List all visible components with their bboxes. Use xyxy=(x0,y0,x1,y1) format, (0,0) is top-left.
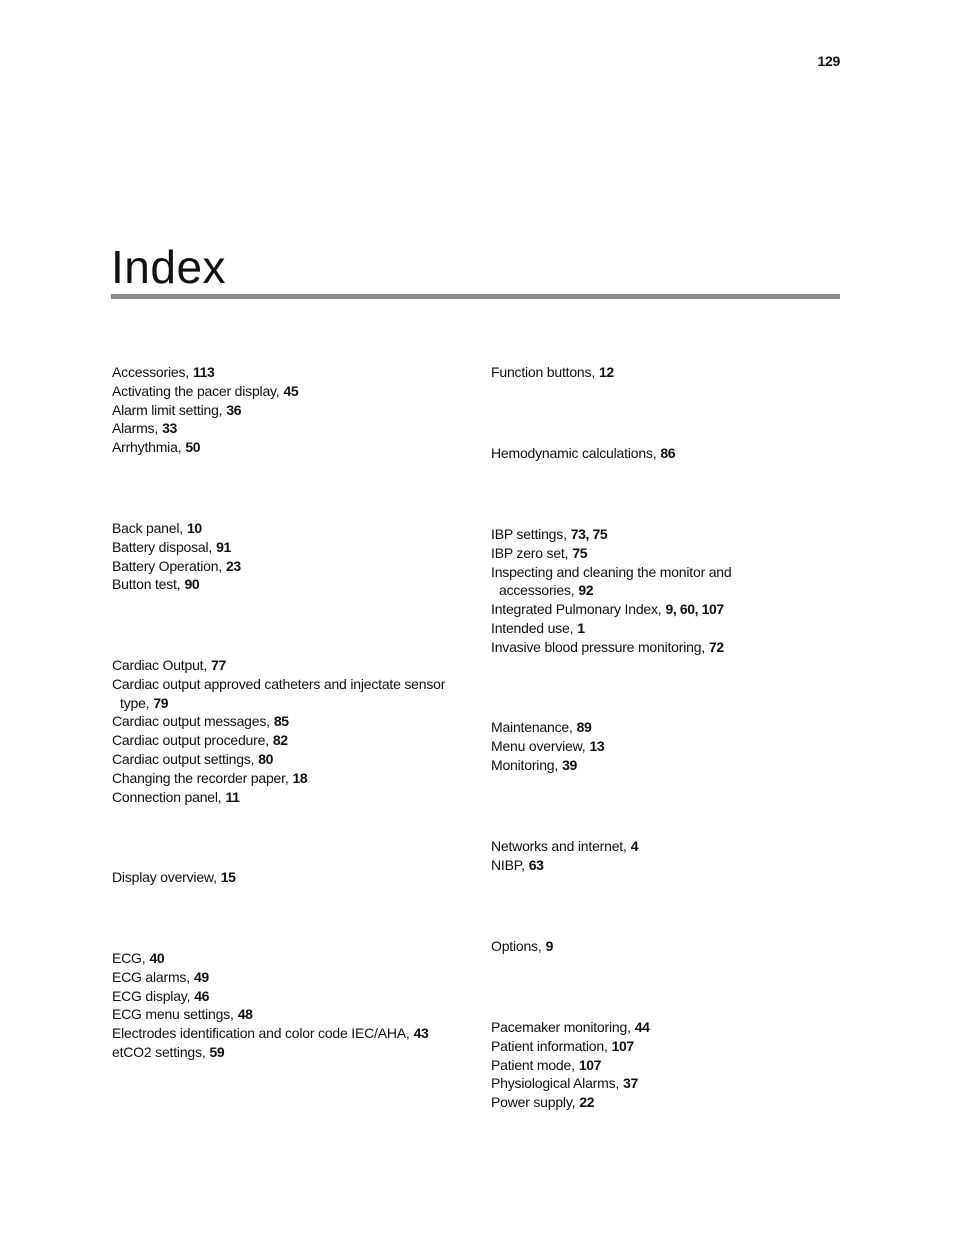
index-separator: , xyxy=(213,869,217,885)
index-page-ref[interactable]: 4 xyxy=(630,838,639,854)
index-entry xyxy=(112,1043,464,1062)
index-term: Invasive blood pressure monitoring xyxy=(491,638,702,655)
index-page-ref[interactable]: 22 xyxy=(579,1094,595,1111)
index-separator: , xyxy=(186,987,191,1004)
index-entry xyxy=(112,656,464,675)
index-term: Display overview xyxy=(112,869,214,885)
index-page-ref[interactable]: 15 xyxy=(220,869,236,885)
index-separator: , xyxy=(564,544,569,561)
index-term: IBP zero set xyxy=(491,544,565,561)
index-separator: , xyxy=(230,1006,234,1023)
index-term: ECG menu settings xyxy=(112,1006,230,1023)
index-term: Cardiac output approved catheters and injectate sensor type xyxy=(112,675,446,711)
index-term: Power supply xyxy=(491,1094,572,1111)
index-term: Battery Operation xyxy=(112,557,219,574)
index-separator: , xyxy=(652,445,657,461)
index-entry xyxy=(491,1093,753,1112)
index-separator: , xyxy=(657,601,662,618)
index-entry xyxy=(491,638,753,657)
index-term: Options xyxy=(491,938,538,954)
index-entry xyxy=(112,519,464,538)
index-term: Hemodynamic calculations xyxy=(491,445,653,461)
index-page-ref[interactable]: 45 xyxy=(283,382,299,399)
index-page-ref[interactable]: 80 xyxy=(258,750,274,767)
index-term: Function buttons xyxy=(491,364,592,380)
index-term: Integrated Pulmonary Index xyxy=(491,601,658,618)
index-separator: , xyxy=(275,382,280,399)
index-page-ref[interactable]: 33 xyxy=(162,420,177,437)
index-page-ref[interactable]: 43 xyxy=(413,1025,429,1042)
index-page-ref[interactable]: 92 xyxy=(578,582,594,599)
index-term: Back panel xyxy=(112,520,180,536)
index-separator: , xyxy=(284,769,289,786)
index-term: Alarms xyxy=(112,420,155,437)
index-page-ref[interactable]: 36 xyxy=(226,401,242,418)
index-group xyxy=(112,656,464,806)
index-term: Patient information xyxy=(491,1037,604,1054)
index-separator: , xyxy=(177,439,182,456)
index-page-ref[interactable]: 12 xyxy=(599,364,614,380)
index-term: Physiological Alarms xyxy=(491,1075,616,1092)
index-entry xyxy=(491,1074,753,1093)
index-term: Cardiac Output xyxy=(112,657,204,673)
index-entry xyxy=(112,419,464,438)
index-separator: , xyxy=(217,788,222,805)
index-separator: , xyxy=(208,538,213,555)
index-separator: , xyxy=(250,750,255,767)
index-separator: , xyxy=(563,526,567,542)
index-term: IBP settings xyxy=(491,526,564,542)
index-page-ref[interactable]: 39 xyxy=(562,756,577,773)
index-page-ref[interactable]: 75 xyxy=(572,544,588,561)
title-rule xyxy=(111,294,840,299)
index-term: Activating the pacer display xyxy=(112,382,276,399)
index-page-ref[interactable]: 9, 60, 107 xyxy=(665,601,724,618)
index-page-ref[interactable]: 18 xyxy=(292,769,308,786)
index-page-ref[interactable]: 23 xyxy=(226,557,241,574)
index-term: Patient mode xyxy=(491,1056,572,1073)
index-entry xyxy=(491,1037,753,1056)
index-entry xyxy=(491,737,753,756)
index-group xyxy=(491,525,753,657)
index-page-ref[interactable]: 79 xyxy=(153,694,169,711)
index-page-ref[interactable]: 10 xyxy=(186,520,202,536)
index-separator: , xyxy=(405,1025,410,1042)
index-page-ref[interactable]: 13 xyxy=(589,737,605,754)
index-page-ref[interactable]: 48 xyxy=(237,1006,253,1023)
index-page-ref[interactable]: 91 xyxy=(216,538,231,555)
index-page-ref[interactable]: 82 xyxy=(272,732,288,749)
page-number: 129 xyxy=(817,53,840,69)
index-term: ECG display xyxy=(112,987,187,1004)
index-entry xyxy=(112,868,464,887)
index-separator: , xyxy=(218,401,223,418)
index-entry xyxy=(491,756,753,775)
index-separator: , xyxy=(265,732,269,749)
index-page-ref[interactable]: 90 xyxy=(184,576,200,593)
index-group xyxy=(491,1018,753,1112)
index-group xyxy=(112,363,464,457)
index-term: Pacemaker monitoring xyxy=(491,1019,628,1035)
index-entry xyxy=(491,525,753,544)
index-page-ref[interactable]: 107 xyxy=(578,1056,601,1073)
index-group xyxy=(491,444,753,463)
index-term: Maintenance xyxy=(491,719,569,735)
index-page-ref[interactable]: 44 xyxy=(634,1019,650,1035)
index-page-ref[interactable]: 9 xyxy=(545,938,553,954)
index-page-ref[interactable]: 50 xyxy=(185,439,201,456)
index-page-ref[interactable]: 85 xyxy=(273,713,289,730)
index-page-ref[interactable]: 63 xyxy=(528,856,544,873)
index-term: Connection panel xyxy=(112,788,218,805)
index-separator: , xyxy=(571,1056,575,1073)
index-separator: , xyxy=(627,1019,631,1035)
index-page-ref[interactable]: 77 xyxy=(211,657,226,673)
index-page-ref[interactable]: 89 xyxy=(576,719,592,735)
index-separator: , xyxy=(603,1037,608,1054)
index-separator: , xyxy=(701,638,706,655)
index-term: Menu overview xyxy=(491,737,582,754)
index-page-ref[interactable]: 37 xyxy=(623,1075,638,1092)
index-group xyxy=(491,837,753,875)
page-title: Index xyxy=(111,241,227,293)
index-separator: , xyxy=(266,713,270,730)
index-group xyxy=(491,363,753,382)
index-separator: , xyxy=(537,938,542,954)
index-separator: , xyxy=(568,719,573,735)
index-page-ref[interactable]: 107 xyxy=(611,1037,634,1054)
index-entry xyxy=(112,538,464,557)
index-entry xyxy=(112,438,464,457)
index-entry xyxy=(112,968,464,987)
index-separator: , xyxy=(185,364,189,380)
index-entry xyxy=(491,600,753,619)
index-term: Battery disposal xyxy=(112,538,209,555)
index-page-ref[interactable]: 49 xyxy=(193,968,209,985)
index-separator: , xyxy=(145,694,150,711)
index-entry xyxy=(112,987,464,1006)
index-entry xyxy=(112,675,464,713)
index-entry xyxy=(112,575,464,594)
index-entry xyxy=(112,382,464,401)
index-separator: , xyxy=(176,576,181,593)
index-separator: , xyxy=(569,619,574,636)
index-page-ref[interactable]: 1 xyxy=(577,619,585,636)
index-term: Cardiac output settings xyxy=(112,750,251,767)
index-term: etCO2 settings xyxy=(112,1043,202,1060)
index-entry xyxy=(112,712,464,731)
index-entry xyxy=(112,1005,464,1024)
index-term: Accessories xyxy=(112,364,186,380)
index-term: Cardiac output procedure xyxy=(112,732,266,749)
index-entry xyxy=(491,837,753,856)
index-entry xyxy=(112,401,464,420)
index-entry xyxy=(112,750,464,769)
index-separator: , xyxy=(591,364,596,380)
index-entry xyxy=(491,619,753,638)
index-group xyxy=(491,718,753,774)
index-entry xyxy=(491,1056,753,1075)
index-term: ECG xyxy=(112,950,142,966)
index-entry xyxy=(491,563,753,601)
index-separator: , xyxy=(554,756,559,773)
index-page-ref[interactable]: 73, 75 xyxy=(570,526,608,542)
index-term: Button test xyxy=(112,576,177,593)
index-term: Inspecting and cleaning the monitor and accessories xyxy=(491,563,732,599)
index-group xyxy=(112,949,464,1062)
index-separator: , xyxy=(154,420,159,437)
index-term: Monitoring xyxy=(491,756,555,773)
index-group xyxy=(112,868,464,887)
index-separator: , xyxy=(622,838,627,854)
index-separator: , xyxy=(615,1075,620,1092)
index-page-ref[interactable]: 40 xyxy=(149,950,165,966)
index-separator: , xyxy=(186,968,190,985)
index-separator: , xyxy=(179,520,183,536)
index-entry xyxy=(491,444,753,463)
index-separator: , xyxy=(201,1043,206,1060)
index-entry xyxy=(491,363,753,382)
index-term: Alarm limit setting xyxy=(112,401,219,418)
index-term: Cardiac output messages xyxy=(112,713,267,730)
index-separator: , xyxy=(218,557,223,574)
index-entry xyxy=(491,937,753,956)
index-entry xyxy=(112,949,464,968)
index-term: Intended use xyxy=(491,619,570,636)
index-term: Networks and internet xyxy=(491,838,623,854)
index-group xyxy=(112,519,464,594)
index-page-ref[interactable]: 46 xyxy=(194,987,210,1004)
index-entry xyxy=(491,1018,753,1037)
index-separator: , xyxy=(521,856,525,873)
index-separator: , xyxy=(203,657,208,673)
index-term: Arrhythmia xyxy=(112,439,178,456)
index-entry xyxy=(491,718,753,737)
index-page-ref[interactable]: 72 xyxy=(709,638,724,655)
index-term: Changing the recorder paper xyxy=(112,769,285,786)
index-term: ECG alarms xyxy=(112,968,187,985)
index-entry xyxy=(491,544,753,563)
index-entry xyxy=(491,856,753,875)
index-entry xyxy=(112,1024,464,1043)
index-term: NIBP xyxy=(491,856,522,873)
index-separator: , xyxy=(571,1094,576,1111)
index-entry xyxy=(112,788,464,807)
index-separator: , xyxy=(141,950,146,966)
index-page-ref[interactable]: 113 xyxy=(192,364,215,380)
index-group xyxy=(491,937,753,956)
index-entry xyxy=(112,731,464,750)
index-entry xyxy=(112,557,464,576)
index-page-ref[interactable]: 59 xyxy=(209,1043,225,1060)
index-page-ref[interactable]: 11 xyxy=(225,788,240,805)
index-term: Electrodes identification and color code IEC/AHA xyxy=(112,1025,406,1042)
index-entry xyxy=(112,363,464,382)
index-page-ref[interactable]: 86 xyxy=(660,445,676,461)
index-separator: , xyxy=(581,737,586,754)
index-entry xyxy=(112,769,464,788)
index-separator: , xyxy=(570,582,575,599)
